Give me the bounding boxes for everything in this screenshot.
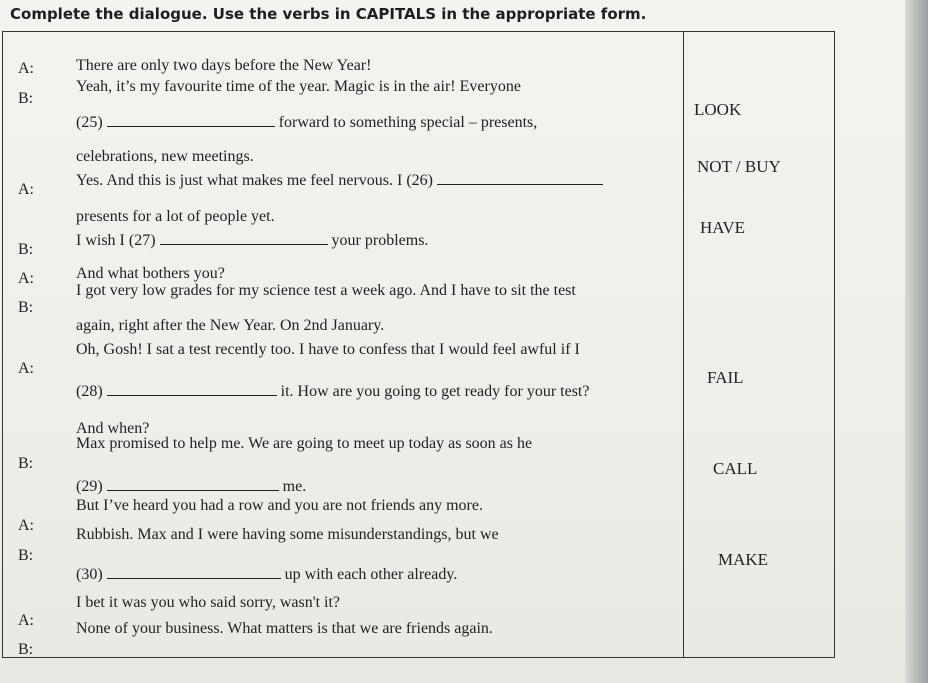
speaker-label: B: (18, 299, 34, 316)
verb-call: CALL (713, 459, 758, 478)
answer-blank-29[interactable] (107, 476, 279, 491)
speaker-label: A: (18, 612, 34, 629)
dialogue-line: I got very low grades for my science test a week ago. And I have to sit the test (76, 282, 576, 299)
answer-blank-25[interactable] (107, 112, 275, 127)
dialogue-line: And when? (76, 420, 150, 437)
speaker-label: A: (18, 517, 34, 534)
answer-blank-30[interactable] (107, 564, 281, 579)
dialogue-line: None of your business. What matters is that we are friends again. (76, 620, 493, 637)
instruction-heading: Complete the dialogue. Use the verbs in CAPITALS in the appropriate form. (10, 5, 647, 23)
dialogue-line: Rubbish. Max and I were having some misunderstandings, but we (76, 526, 499, 543)
dialogue-line (76, 564, 457, 584)
dialogue-line: again, right after the New Year. On 2nd January. (76, 317, 385, 334)
gap-number: (30) (76, 566, 103, 583)
dialogue-line: Oh, Gosh! I sat a test recently too. I have to confess that I would feel awful if I (76, 341, 580, 358)
speaker-label: A: (18, 270, 34, 287)
gap-number: (28) (76, 383, 103, 400)
dialogue-line: And what bothers you? (76, 265, 225, 282)
speaker-label: A: (18, 360, 34, 377)
dialogue-line (76, 230, 428, 250)
dialogue-line: Max promised to help me. We are going to meet up today as soon as he (76, 435, 533, 452)
speaker-label: B: (18, 641, 34, 658)
speaker-label: A: (18, 60, 34, 77)
speaker-label: A: (18, 181, 34, 198)
dialogue-line (76, 381, 589, 401)
dialogue-line: celebrations, new meetings. (76, 148, 254, 165)
line-text: me. (282, 478, 307, 495)
dialogue-line: presents for a lot of people yet. (76, 208, 275, 225)
dialogue-line: There are only two days before the New Year! (76, 57, 372, 74)
line-text: up with each other already. (284, 566, 458, 583)
dialogue-line: I bet it was you who said sorry, wasn't it? (76, 594, 341, 611)
verb-fail: FAIL (707, 368, 744, 387)
answer-blank-26[interactable] (437, 170, 603, 185)
column-divider (683, 31, 684, 658)
answer-blank-28[interactable] (107, 381, 277, 396)
background-shadow (905, 0, 928, 683)
gap-number: (25) (76, 114, 103, 131)
line-text: your problems. (331, 232, 429, 249)
dialogue-line (76, 170, 603, 190)
verb-not-buy: NOT / BUY (697, 157, 781, 176)
speaker-label: B: (18, 241, 34, 258)
line-text: I wish I (27) (76, 232, 156, 249)
gap-number: (29) (76, 478, 103, 495)
line-text: it. How are you going to get ready for your test? (280, 383, 590, 400)
answer-blank-27[interactable] (160, 230, 328, 245)
dialogue-line (76, 476, 306, 496)
dialogue-line: Yeah, it’s my favourite time of the year. Magic is in the air! Everyone (76, 78, 521, 95)
verb-have: HAVE (700, 218, 746, 237)
line-text: forward to something special – presents, (278, 114, 538, 131)
speaker-label: B: (18, 90, 34, 107)
dialogue-line (76, 112, 537, 132)
dialogue-line: But I’ve heard you had a row and you are not friends any more. (76, 497, 483, 514)
speaker-label: B: (18, 455, 34, 472)
speaker-label: B: (18, 547, 34, 564)
verb-look: LOOK (694, 100, 742, 119)
verb-make: MAKE (718, 550, 769, 569)
line-text: Yes. And this is just what makes me feel nervous. I (26) (76, 172, 433, 189)
